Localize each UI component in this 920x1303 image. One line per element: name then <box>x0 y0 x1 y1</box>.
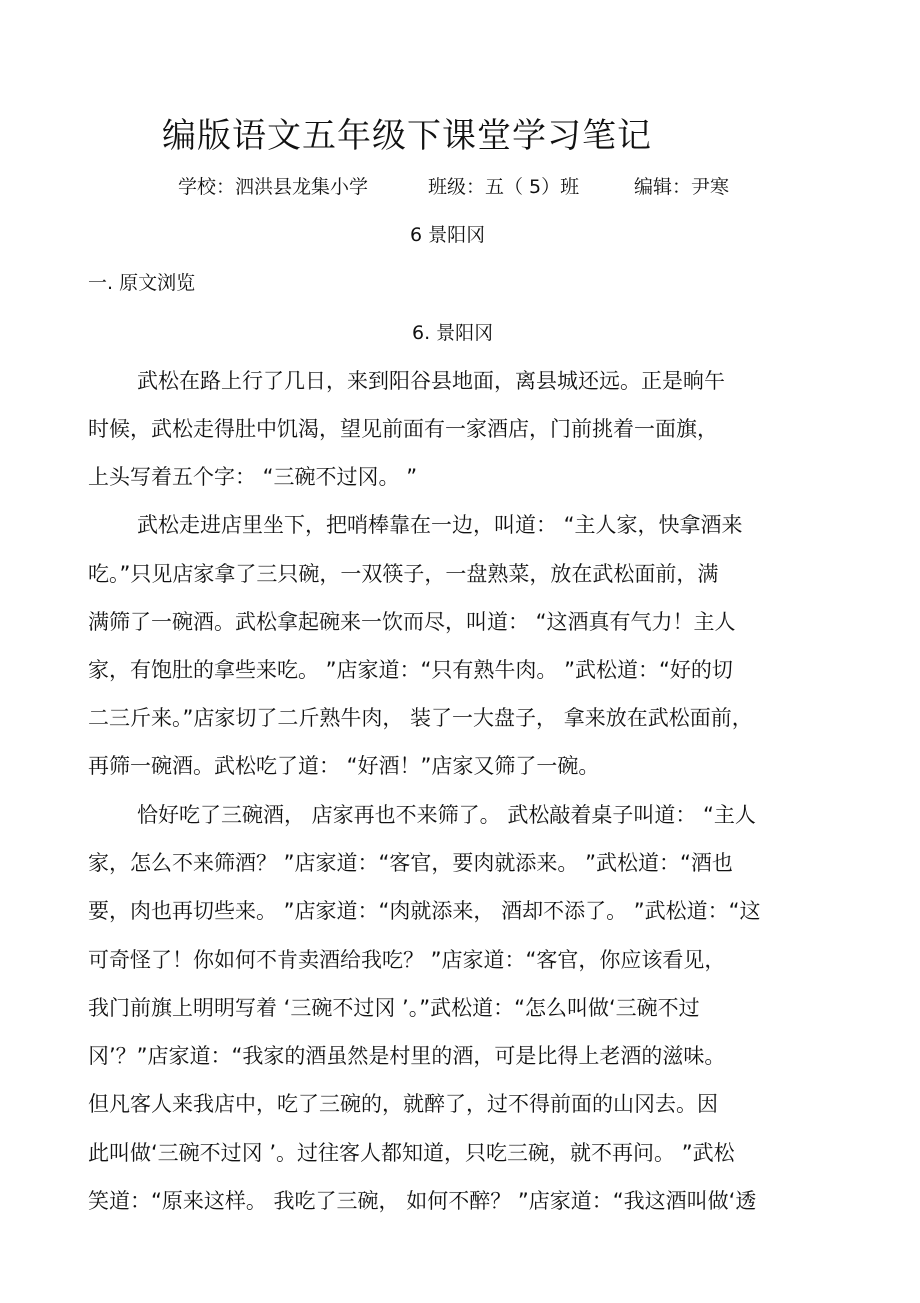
text-line: 但凡客人来我店中，吃了三碗的，就醉了，过不得前面的山冈去。因 <box>88 1092 718 1116</box>
text-line: 吃。”只见店家拿了三只碗，一双筷子，一盘熟菜，放在武松面前，满 <box>88 562 719 586</box>
article-title: 6. 景阳冈 <box>412 322 494 344</box>
text-line: 再筛一碗酒。武松吃了道： “好酒！”店家又筛了一碗。 <box>88 754 600 778</box>
text-line: 我门前旗上明明写着 ‘三碗不过冈 ’。”武松道：“怎么叫做‘三碗不过 <box>88 996 700 1020</box>
text-line: 要，肉也再切些来。 ”店家道：“肉就添来， 酒却不添了。 ”武松道：“这 <box>88 899 761 923</box>
text-line: 时候，武松走得肚中饥渴，望见前面有一家酒店，门前挑着一面旗， <box>88 417 718 441</box>
text-line: 武松走进店里坐下，把哨棒靠在一边，叫道： “主人家，快拿酒来 <box>137 513 743 537</box>
school-info: 学校：泗洪县龙集小学 <box>178 176 369 198</box>
lesson-heading: 6 景阳冈 <box>410 224 486 246</box>
text-line: 满筛了一碗酒。武松拿起碗来一饮而尽，叫道： “这酒真有气力！主人 <box>88 610 736 634</box>
text-line: 此叫做‘三碗不过冈 ’。过往客人都知道，只吃三碗，就不再问。 ”武松 <box>88 1141 735 1165</box>
document-title: 编版语文五年级下课堂学习笔记 <box>162 116 652 156</box>
section-heading: 一. 原文浏览 <box>88 272 196 294</box>
text-line: 家，怎么不来筛酒？ ”店家道：“客官，要肉就添来。 ”武松道：“酒也 <box>88 851 733 875</box>
text-line: 武松在路上行了几日，来到阳谷县地面，离县城还远。正是晌午 <box>137 369 725 393</box>
text-line: 恰好吃了三碗酒， 店家再也不来筛了。 武松敲着桌子叫道： “主人 <box>137 803 756 827</box>
text-line: 二三斤来。”店家切了二斤熟牛肉， 装了一大盘子， 拿来放在武松面前， <box>88 706 753 730</box>
text-line: 笑道：“原来这样。 我吃了三碗， 如何不醉？ ”店家道：“我这酒叫做‘透 <box>88 1189 757 1213</box>
text-line: 家，有饱肚的拿些来吃。 ”店家道：“只有熟牛肉。 ”武松道：“好的切 <box>88 658 733 682</box>
text-line: 冈’？”店家道：“我家的酒虽然是村里的酒，可是比得上老酒的滋味。 <box>88 1044 726 1068</box>
editor-info: 编辑：尹寒 <box>634 176 730 198</box>
text-line: 上头写着五个字： “三碗不过冈。 ” <box>88 465 418 489</box>
class-info: 班级：五（ 5）班 <box>428 176 580 198</box>
text-line: 可奇怪了！你如何不肯卖酒给我吃？ ”店家道：“客官，你应该看见， <box>88 948 726 972</box>
